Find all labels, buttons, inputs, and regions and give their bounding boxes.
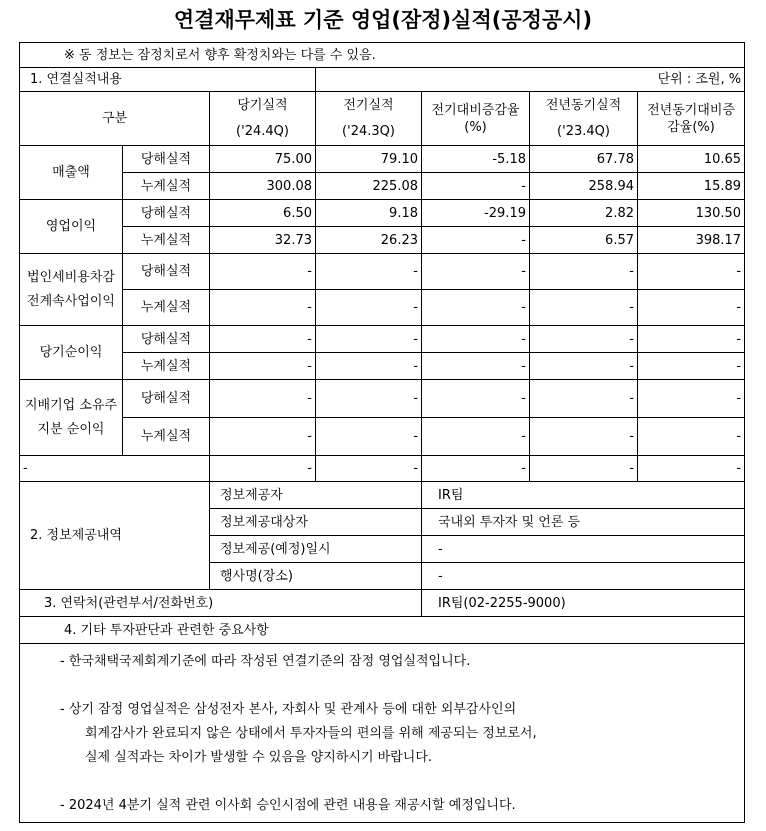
note-line: 실제 실적과는 차이가 발생할 수 있음을 양지하시기 바랍니다. xyxy=(85,750,433,765)
unit-label: 단위 : 조원, % xyxy=(316,68,745,92)
info-label: 정보제공(예정)일시 xyxy=(210,536,422,563)
info-value: IR팀 xyxy=(422,482,745,509)
cell-current: - xyxy=(210,456,316,482)
cell-qoq: -5.18 xyxy=(422,146,530,173)
section4-heading: 4. 기타 투자판단과 관련한 중요사항 xyxy=(20,617,745,644)
cell-yoy-base: - xyxy=(530,380,638,418)
section2-heading: 2. 정보제공내역 xyxy=(20,482,210,590)
cell-current: 300.08 xyxy=(210,173,316,200)
cell-yoy: 398.17 xyxy=(638,227,745,254)
cell-current: - xyxy=(210,254,316,290)
row-name-revenue: 매출액 xyxy=(20,146,123,200)
table-row xyxy=(20,254,745,290)
cell-yoy: 15.89 xyxy=(638,173,745,200)
header-yoy-base-period: ('23.4Q) xyxy=(530,119,638,146)
cell-current: - xyxy=(210,326,316,353)
cell-previous: - xyxy=(316,353,422,380)
table-row xyxy=(20,326,745,353)
info-value: 국내외 투자자 및 언론 등 xyxy=(422,509,745,536)
cell-yoy: - xyxy=(638,290,745,326)
cell-yoy-base: 258.94 xyxy=(530,173,638,200)
cell-qoq: - xyxy=(422,418,530,456)
cell-previous: 225.08 xyxy=(316,173,422,200)
cell-current: 32.73 xyxy=(210,227,316,254)
cell-yoy: 130.50 xyxy=(638,200,745,227)
cell-current: - xyxy=(210,290,316,326)
cell-qoq: - xyxy=(422,254,530,290)
page-title: 연결재무제표 기준 영업(잠정)실적(공정공시) xyxy=(173,8,593,32)
info-label: 정보제공대상자 xyxy=(210,509,422,536)
table-row xyxy=(20,146,745,173)
cell-previous: - xyxy=(316,290,422,326)
cell-current: 75.00 xyxy=(210,146,316,173)
section3-heading: 3. 연락처(관련부서/전화번호) xyxy=(20,590,422,617)
cell-yoy: - xyxy=(638,254,745,290)
note-line: - 한국채택국제회계기준에 따라 작성된 연결기준의 잠정 영업실적입니다. xyxy=(60,654,471,669)
table-row xyxy=(20,353,745,380)
cell-qoq: -29.19 xyxy=(422,200,530,227)
row-type: 누계실적 xyxy=(123,227,210,254)
info-value: - xyxy=(422,563,745,590)
cell-previous: - xyxy=(316,380,422,418)
cell-yoy-base: 2.82 xyxy=(530,200,638,227)
cell-yoy: - xyxy=(638,418,745,456)
cell-yoy: - xyxy=(638,353,745,380)
note-line: 회계감사가 완료되지 않은 상태에서 투자자들의 편의를 위해 제공되는 정보로서, xyxy=(85,726,537,741)
header-category: 구분 xyxy=(20,92,210,146)
table-row xyxy=(20,380,745,418)
cell-previous: 26.23 xyxy=(316,227,422,254)
row-type: 당해실적 xyxy=(123,146,210,173)
cell-previous: 79.10 xyxy=(316,146,422,173)
notice-text: ※ 동 정보는 잠정치로서 향후 확정치와는 다를 수 있음. xyxy=(20,43,745,68)
table-row xyxy=(20,456,745,482)
cell-current: - xyxy=(210,353,316,380)
cell-yoy: - xyxy=(638,456,745,482)
cell-yoy: 10.65 xyxy=(638,146,745,173)
header-current: 당기실적 xyxy=(210,92,316,119)
cell-yoy-base: 6.57 xyxy=(530,227,638,254)
info-label: 정보제공자 xyxy=(210,482,422,509)
table-row xyxy=(20,290,745,326)
header-current-period: ('24.4Q) xyxy=(210,119,316,146)
row-type: 누계실적 xyxy=(123,353,210,380)
cell-qoq: - xyxy=(422,290,530,326)
cell-yoy-base: - xyxy=(530,456,638,482)
note-line: - 2024년 4분기 실적 관련 이사회 승인시점에 관련 내용을 재공시할 예정입니다. xyxy=(60,798,516,813)
cell-qoq: - xyxy=(422,173,530,200)
cell-qoq: - xyxy=(422,353,530,380)
cell-qoq: - xyxy=(422,380,530,418)
cell-yoy-base: - xyxy=(530,418,638,456)
header-yoy-base: 전년동기실적 xyxy=(530,92,638,119)
cell-yoy-base: - xyxy=(530,326,638,353)
row-name-pretax-income: 법인세비용차감전계속사업이익 xyxy=(20,254,123,326)
cell-current: - xyxy=(210,418,316,456)
note-line: - 상기 잠정 영업실적은 삼성전자 본사, 자회사 및 관계사 등에 대한 외부감사인의 xyxy=(60,702,517,717)
row-type: 누계실적 xyxy=(123,290,210,326)
header-previous-period: ('24.3Q) xyxy=(316,119,422,146)
header-qoq: 전기대비증감율(%) xyxy=(422,92,530,146)
row-type: 당해실적 xyxy=(123,326,210,353)
row-type: 당해실적 xyxy=(123,254,210,290)
cell-qoq: - xyxy=(422,456,530,482)
cell-yoy: - xyxy=(638,326,745,353)
table-row xyxy=(20,227,745,254)
info-label: 행사명(장소) xyxy=(210,563,422,590)
header-yoy: 전년동기대비증감율(%) xyxy=(638,92,745,146)
header-previous: 전기실적 xyxy=(316,92,422,119)
table-row xyxy=(20,200,745,227)
cell-previous: - xyxy=(316,254,422,290)
row-type: 누계실적 xyxy=(123,418,210,456)
table-row xyxy=(20,418,745,456)
cell-previous: - xyxy=(316,456,422,482)
row-name-controlling-income: 지배기업 소유주지분 순이익 xyxy=(20,380,123,456)
extra-row-name: - xyxy=(20,456,210,482)
cell-previous: - xyxy=(316,418,422,456)
cell-previous: - xyxy=(316,326,422,353)
section1-heading: 1. 연결실적내용 xyxy=(20,68,316,92)
row-name-net-income: 당기순이익 xyxy=(20,326,123,380)
row-name-operating-profit: 영업이익 xyxy=(20,200,123,254)
row-type: 누계실적 xyxy=(123,173,210,200)
important-notes xyxy=(20,644,745,823)
cell-yoy: - xyxy=(638,380,745,418)
cell-yoy-base: 67.78 xyxy=(530,146,638,173)
cell-yoy-base: - xyxy=(530,290,638,326)
cell-qoq: - xyxy=(422,326,530,353)
cell-qoq: - xyxy=(422,227,530,254)
row-type: 당해실적 xyxy=(123,200,210,227)
row-type: 당해실적 xyxy=(123,380,210,418)
cell-previous: 9.18 xyxy=(316,200,422,227)
disclosure-table xyxy=(19,42,745,823)
info-value: - xyxy=(422,536,745,563)
cell-yoy-base: - xyxy=(530,254,638,290)
cell-yoy-base: - xyxy=(530,353,638,380)
cell-current: - xyxy=(210,380,316,418)
contact-value: IR팀(02-2255-9000) xyxy=(422,590,745,617)
cell-current: 6.50 xyxy=(210,200,316,227)
table-row xyxy=(20,173,745,200)
